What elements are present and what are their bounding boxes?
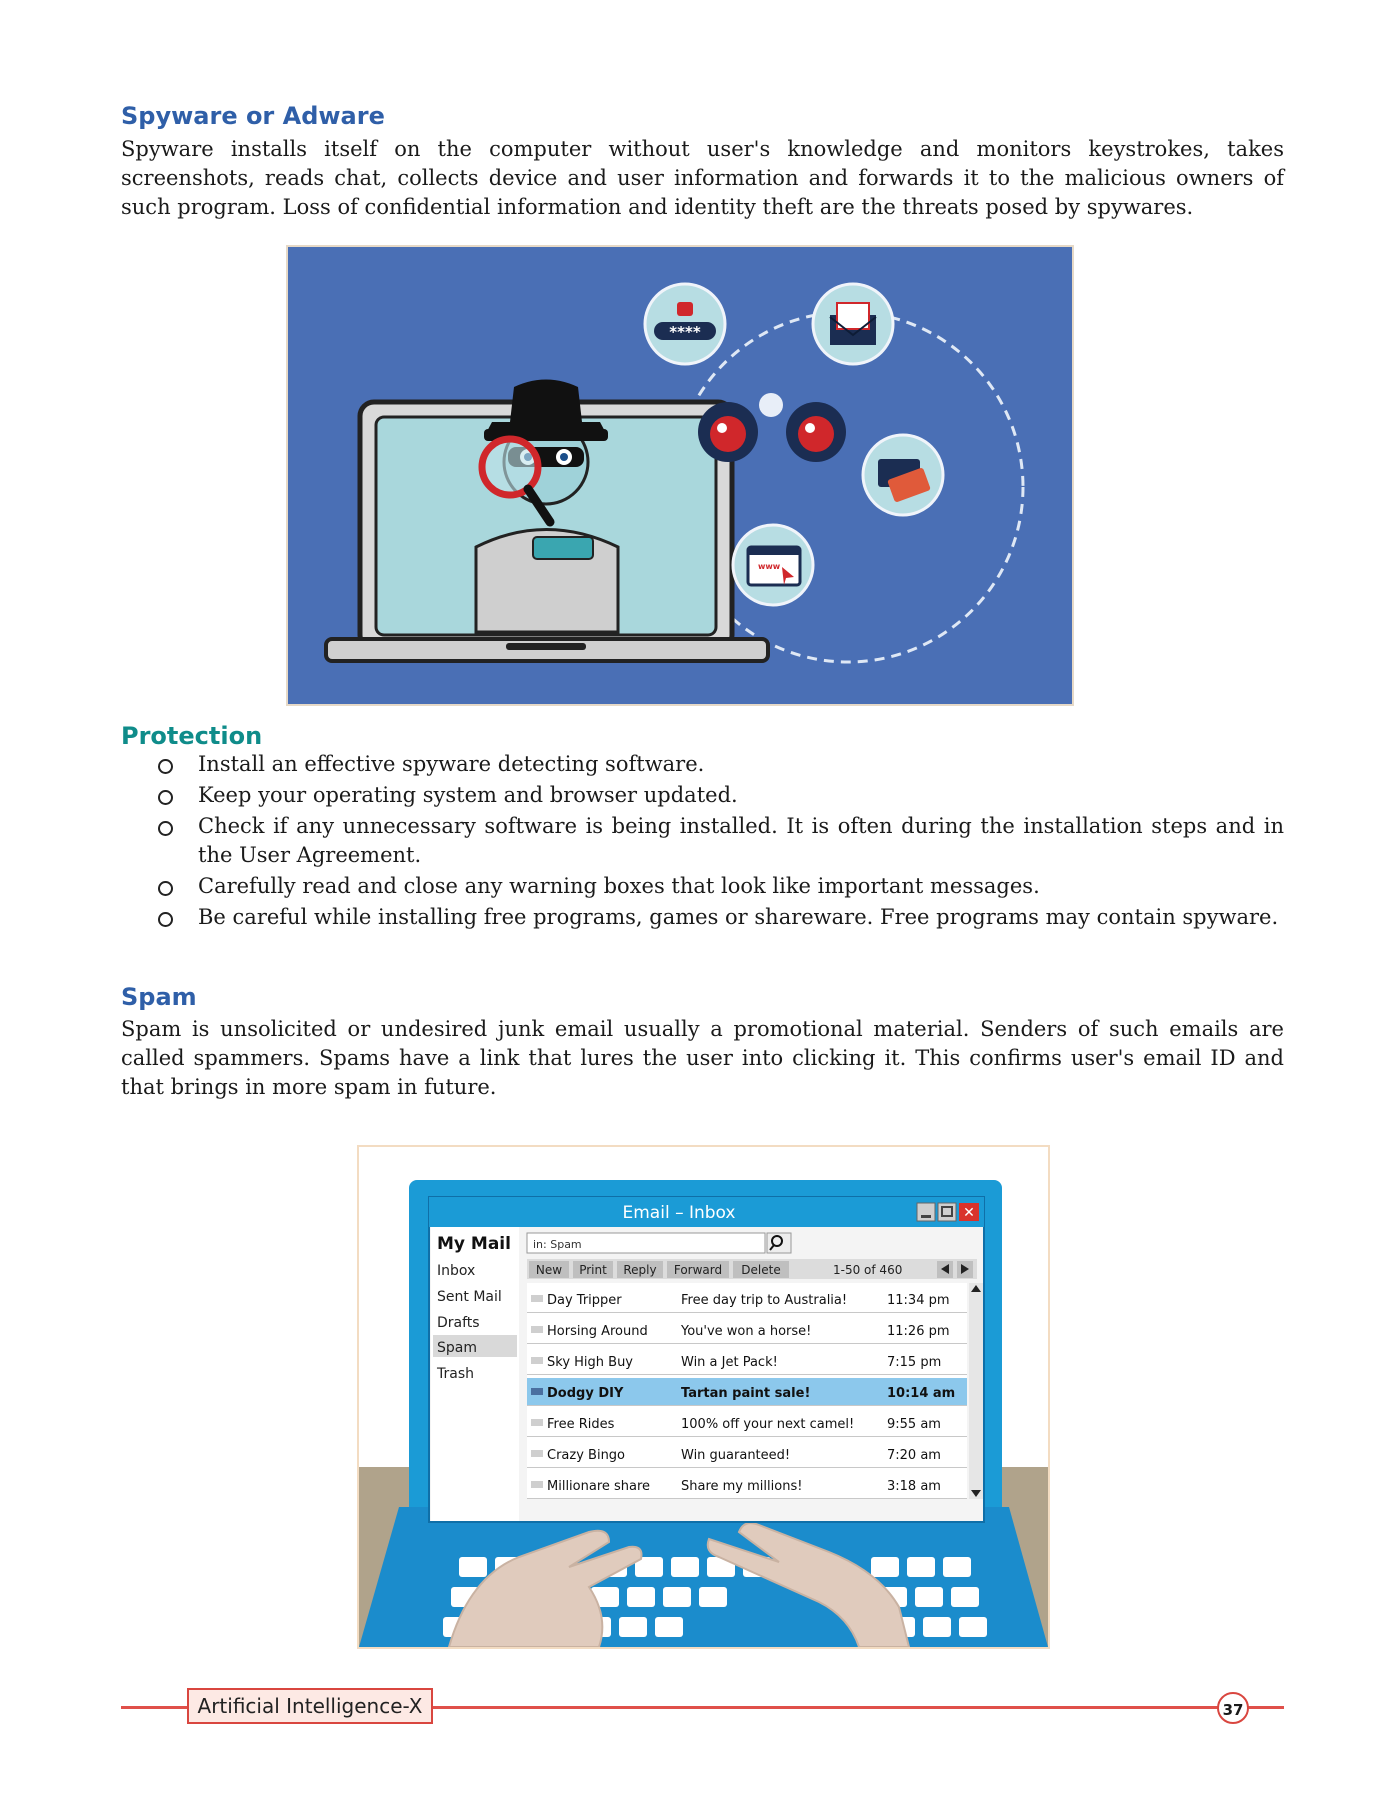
browser-window-icon [733, 525, 813, 605]
maximize-button[interactable] [938, 1203, 956, 1221]
protection-list [156, 750, 1284, 934]
row-checkbox [531, 1450, 543, 1457]
folder-spam[interactable]: Spam [437, 1340, 477, 1356]
table-row[interactable] [527, 1409, 967, 1437]
svg-text:in: Spam: in: Spam [533, 1238, 582, 1251]
row-checkbox [531, 1326, 543, 1333]
spyware-illustration [286, 245, 1074, 706]
table-row[interactable] [527, 1347, 967, 1375]
table-row[interactable] [527, 1285, 967, 1313]
row-checkbox [531, 1357, 543, 1364]
spam-heading: Spam [121, 983, 197, 1011]
binoculars-icon [698, 393, 846, 462]
table-row[interactable] [527, 1378, 967, 1406]
page-number: 37 [1217, 1692, 1249, 1724]
row-checkbox [531, 1419, 543, 1426]
table-row[interactable] [527, 1316, 967, 1344]
window-title: Email – Inbox [622, 1203, 736, 1223]
password-mask-text: **** [669, 323, 701, 341]
message-count: 1-50 of 460 [833, 1263, 903, 1277]
table-row[interactable] [527, 1440, 967, 1468]
row-subject: You've won a horse! [681, 1324, 812, 1339]
scrollbar[interactable] [969, 1283, 983, 1499]
email-inbox-illustration [357, 1145, 1050, 1649]
bullet-circle-icon [158, 759, 173, 774]
envelope-icon [813, 284, 893, 364]
row-sender: Millionare share [547, 1479, 651, 1494]
list-item: Be careful while installing free programs, games or shareware. Free programs may contain spyware. [156, 903, 1284, 932]
folder-trash[interactable]: Trash [437, 1366, 474, 1382]
svg-text:New: New [535, 1263, 563, 1277]
row-time: 11:26 pm [887, 1324, 950, 1339]
row-subject: Win guaranteed! [681, 1448, 791, 1463]
row-time: 3:18 am [887, 1479, 941, 1494]
protection-heading: Protection [121, 722, 263, 750]
row-sender: Free Rides [547, 1417, 615, 1432]
password-lock-icon [645, 284, 725, 364]
row-checkbox [531, 1295, 543, 1302]
minimize-button[interactable] [917, 1203, 935, 1221]
row-subject: Share my millions! [681, 1479, 803, 1494]
list-item: Install an effective spyware detecting software. [156, 750, 1284, 779]
folder-sent-mail[interactable]: Sent Mail [437, 1289, 502, 1305]
list-item: Check if any unnecessary software is being installed. It is often during the installation steps and in the User Agreement. [156, 812, 1284, 870]
bullet-circle-icon [158, 881, 173, 896]
table-row[interactable] [527, 1471, 967, 1499]
row-sender: Sky High Buy [547, 1355, 634, 1370]
row-subject: Tartan paint sale! [681, 1386, 811, 1401]
list-item: Keep your operating system and browser updated. [156, 781, 1284, 810]
row-sender: Crazy Bingo [547, 1448, 626, 1463]
svg-text:Reply: Reply [623, 1263, 657, 1277]
row-time: 11:34 pm [887, 1293, 950, 1308]
close-icon: ✕ [963, 1205, 975, 1221]
folder-drafts[interactable]: Drafts [437, 1315, 480, 1331]
row-checkbox [531, 1481, 543, 1488]
spam-paragraph: Spam is unsolicited or undesired junk email usually a promotional material. Senders of such emails are called spammers. Spams have a link that lures the user into clicking it. This confirms user's email ID and that brings in more spam in future. [121, 1017, 1284, 1099]
row-time: 7:20 am [887, 1448, 941, 1463]
svg-text:Delete: Delete [741, 1263, 781, 1277]
bullet-circle-icon [158, 821, 173, 836]
book-title: Artificial Intelligence-X [187, 1688, 433, 1724]
row-time: 9:55 am [887, 1417, 941, 1432]
row-subject: Free day trip to Australia! [681, 1293, 848, 1308]
www-label: www [758, 562, 781, 571]
row-subject: 100% off your next camel! [681, 1417, 855, 1432]
row-sender: Dodgy DIY [547, 1386, 624, 1401]
row-sender: Horsing Around [547, 1324, 648, 1339]
row-time: 10:14 am [887, 1386, 956, 1401]
row-time: 7:15 pm [887, 1355, 942, 1370]
folder-inbox[interactable]: Inbox [437, 1263, 476, 1279]
bullet-circle-icon [158, 790, 173, 805]
list-item: Carefully read and close any warning boxes that look like important messages. [156, 872, 1284, 901]
row-checkbox [531, 1388, 543, 1395]
spyware-paragraph: Spyware installs itself on the computer without user's knowledge and monitors keystrokes, takes screenshots, reads chat, collects device and user information and forwards it to the malicious owners of such program. Loss of confidential information and identity theft are the threats posed by spywares. [121, 137, 1284, 219]
svg-text:Print: Print [579, 1263, 607, 1277]
svg-text:Forward: Forward [673, 1263, 723, 1277]
row-subject: Win a Jet Pack! [681, 1355, 778, 1370]
row-sender: Day Tripper [547, 1293, 622, 1308]
bullet-circle-icon [158, 912, 173, 927]
sidebar-title: My Mail [437, 1234, 511, 1254]
message-list [527, 1285, 967, 1499]
credit-card-icon [863, 435, 943, 515]
spyware-heading: Spyware or Adware [121, 102, 385, 130]
